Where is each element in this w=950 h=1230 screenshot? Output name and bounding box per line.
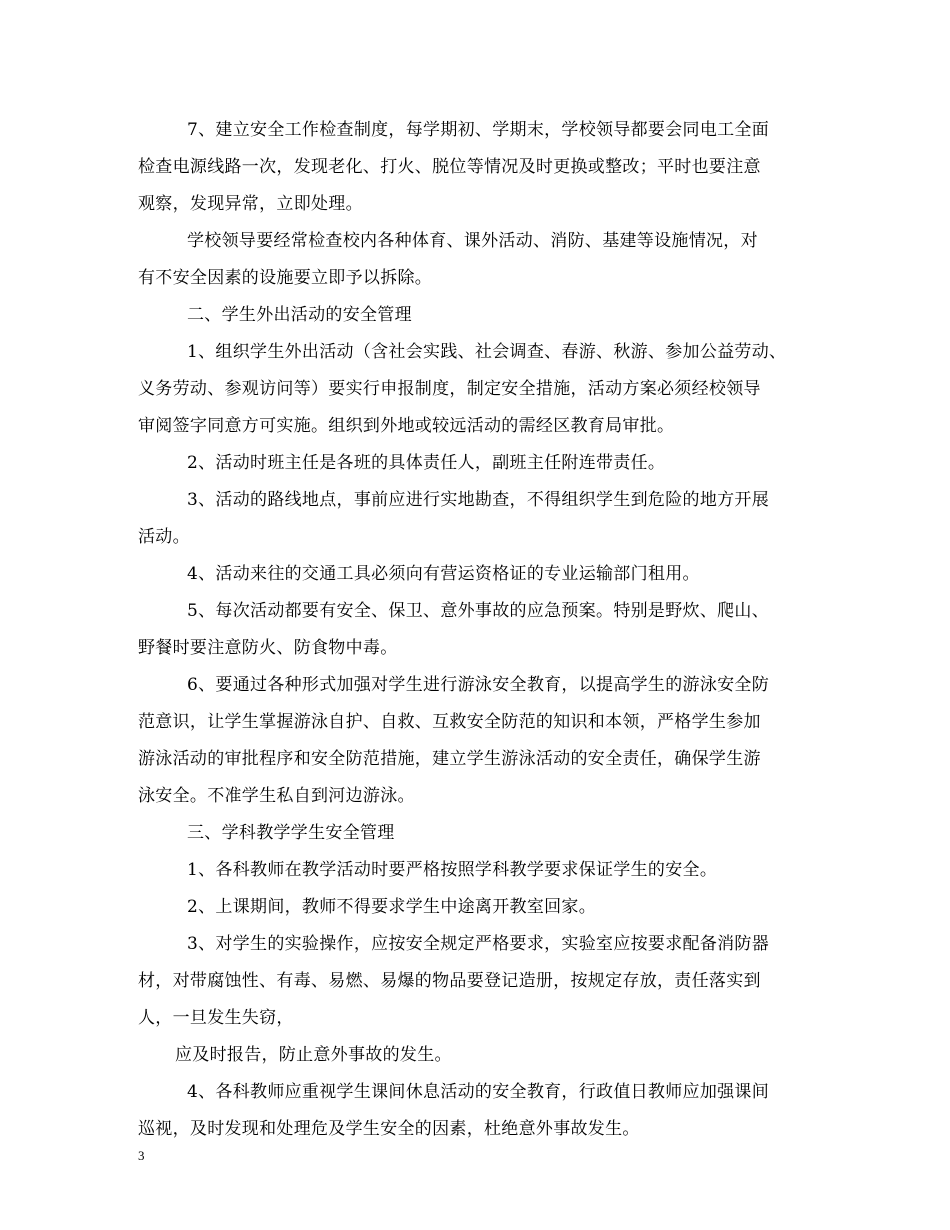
text-line: 学校领导要经常检查校内各种体育、课外活动、消防、基建等设施情况，对 [187, 231, 758, 251]
text-line: 2、上课期间，教师不得要求学生中途离开教室回家。 [187, 897, 597, 917]
text-line: 1、组织学生外出活动（含社会实践、社会调查、春游、秋游、参加公益劳动、 [187, 342, 787, 362]
text-line: 3、对学生的实验操作，应按安全规定严格要求，实验室应按要求配备消防器 [187, 934, 770, 954]
text-line: 野餐时要注意防火、防食物中毒。 [138, 638, 398, 658]
text-line: 观察，发现异常，立即处理。 [138, 194, 363, 214]
text-line: 巡视，及时发现和处理危及学生安全的因素，杜绝意外事故发生。 [138, 1119, 640, 1139]
text-line: 1、各科教师在教学活动时要严格按照学科教学要求保证学生的安全。 [187, 860, 718, 880]
text-line: 范意识，让学生掌握游泳自护、自救、互救安全防范的知识和本领，严格学生参加 [138, 712, 761, 732]
text-line: 审阅签字同意方可实施。组织到外地或较远活动的需经区教育局审批。 [138, 416, 675, 436]
text-line: 人，一旦发生失窃， [138, 1008, 294, 1028]
text-line: 游泳活动的审批程序和安全防范措施，建立学生游泳活动的安全责任，确保学生游 [138, 749, 761, 769]
page-number: 3 [138, 1148, 145, 1163]
text-line: 泳安全。不准学生私自到河边游泳。 [138, 786, 415, 806]
text-line: 义务劳动、参观访问等）要实行申报制度，制定安全措施，活动方案必须经校领导 [138, 379, 761, 399]
text-line: 5、每次活动都要有安全、保卫、意外事故的应急预案。特别是野炊、爬山、 [187, 601, 770, 621]
text-line: 7、建立安全工作检查制度，每学期初、学期末，学校领导都要会同电工全面 [187, 120, 770, 140]
text-line: 材，对带腐蚀性、有毒、易燃、易爆的物品要登记造册，按规定存放，责任落实到 [138, 971, 761, 991]
text-line: 4、活动来往的交通工具必须向有营运资格证的专业运输部门租用。 [187, 564, 700, 584]
text-line: 应及时报告，防止意外事故的发生。 [175, 1045, 452, 1065]
section-heading: 三、学科教学学生安全管理 [187, 823, 395, 843]
text-line: 4、各科教师应重视学生课间休息活动的安全教育，行政值日教师应加强课间 [187, 1082, 770, 1102]
text-line: 有不安全因素的设施要立即予以拆除。 [138, 268, 433, 288]
text-line: 检查电源线路一次，发现老化、打火、脱位等情况及时更换或整改；平时也要注意 [138, 157, 761, 177]
text-line: 2、活动时班主任是各班的具体责任人，副班主任附连带责任。 [187, 453, 666, 473]
text-line: 6、要通过各种形式加强对学生进行游泳安全教育，以提高学生的游泳安全防 [187, 675, 770, 695]
text-line: 活动。 [138, 527, 190, 547]
text-line: 3、活动的路线地点，事前应进行实地勘查，不得组织学生到危险的地方开展 [187, 490, 770, 510]
section-heading: 二、学生外出活动的安全管理 [187, 305, 412, 325]
